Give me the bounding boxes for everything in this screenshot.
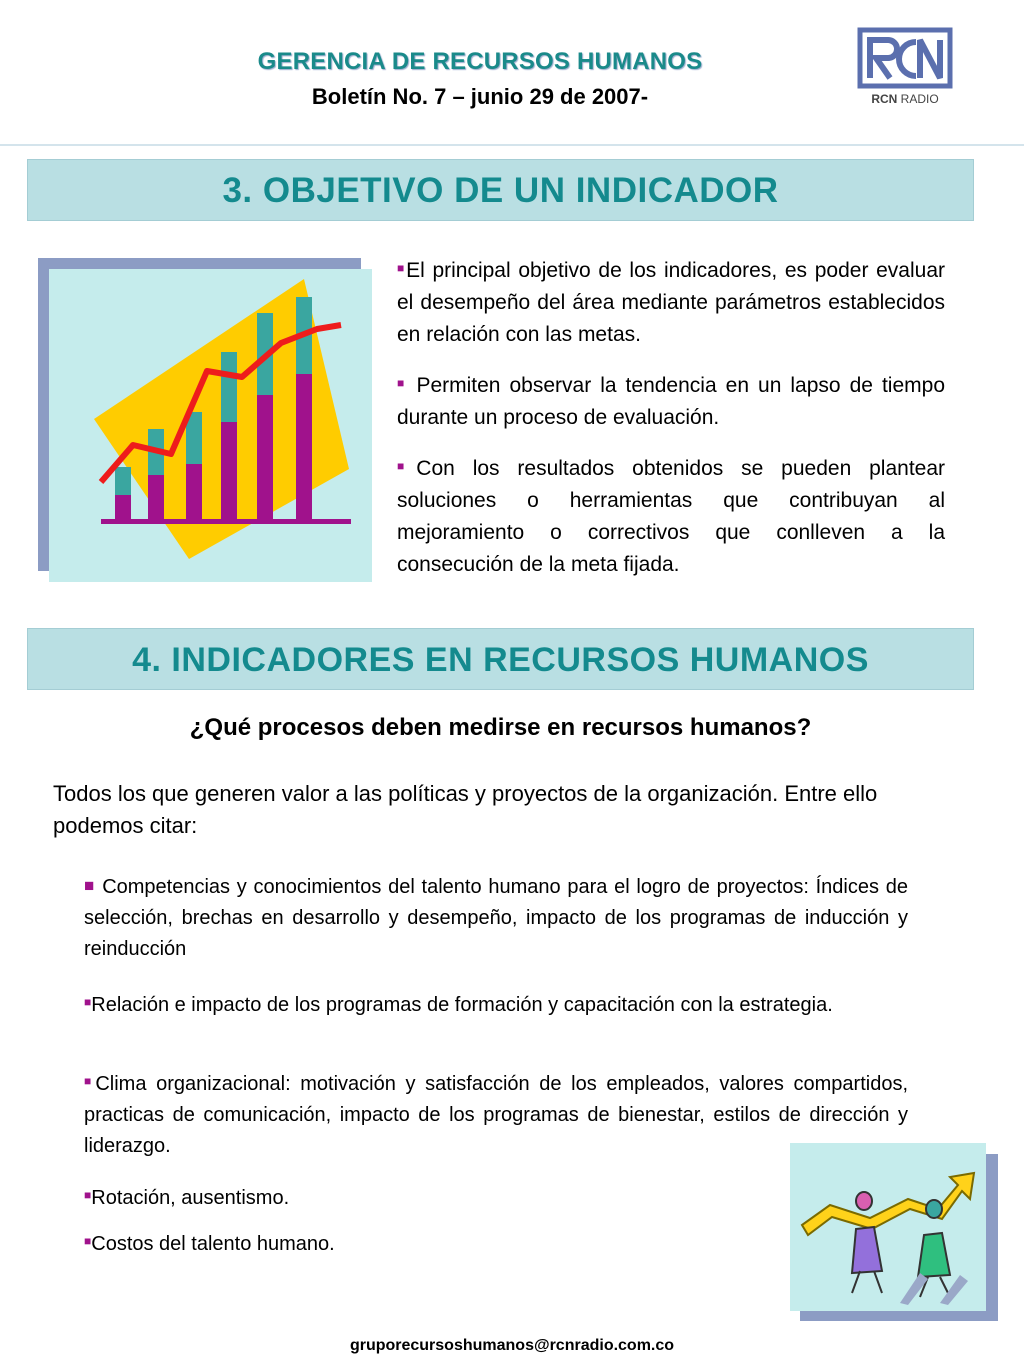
objective-bullet <box>397 252 945 351</box>
objective-bullet <box>397 367 945 434</box>
objective-bullet <box>397 450 945 581</box>
logo-brand: RCN <box>871 92 898 106</box>
bulletin-title: GERENCIA DE RECURSOS HUMANOS <box>257 48 703 75</box>
bar-chart-icon <box>49 269 372 582</box>
section-3-heading: 3. OBJETIVO DE UN INDICADOR <box>27 159 974 221</box>
bullet-square-icon: ■ <box>397 376 408 390</box>
bullet-square-icon: ■ <box>84 1188 92 1202</box>
people-arrow-clipart <box>790 1143 986 1311</box>
contact-email: gruporecursoshumanos@rcnradio.com.co <box>349 1337 675 1354</box>
objective-text <box>397 252 945 597</box>
list-item <box>84 1226 784 1260</box>
list-item-text: Competencias y conocimientos del talento humano para el logro de proyectos: Índices de selección, brechas en desarrollo y desempeño, impacto de los programas de inducción y reinducción <box>84 876 908 960</box>
objective-bullet-text: Con los resultados obtenidos se pueden plantear soluciones o herramientas que contribuyan al mejoramiento o correctivos que conlleven a la consecución de la meta fijada. <box>397 457 946 576</box>
bullet-square-icon: ■ <box>84 995 92 1009</box>
list-item-text: Clima organizacional: motivación y satisfacción de los empleados, valores compartidos, practicas de comunicación, impacto de los programas de bienestar, estilos de dirección y liderazgo. <box>84 1073 909 1157</box>
list-item <box>84 870 908 965</box>
logo-caption <box>856 92 954 106</box>
section-question: ¿Qué procesos deben medirse en recursos humanos? <box>189 714 812 741</box>
list-item-text: Rotación, ausentismo. <box>91 1187 290 1209</box>
list-item <box>84 1066 908 1162</box>
objective-bullet-text: Permiten observar la tendencia en un lapso de tiempo durante un proceso de evaluación. <box>397 374 945 429</box>
objective-bullet-text: El principal objetivo de los indicadores, es poder evaluar el desempeño del área mediante parámetros establecidos en relación con las metas. <box>397 259 945 346</box>
logo-suffix: RADIO <box>900 92 939 106</box>
bullet-square-icon: ■ <box>397 261 407 275</box>
bullet-square-icon: ■ <box>397 459 417 473</box>
bullet-square-icon: ■ <box>84 876 96 895</box>
header-divider <box>0 144 1024 146</box>
list-item <box>84 1180 784 1214</box>
list-item-text: Costos del talento humano. <box>91 1233 335 1255</box>
list-item-text: Relación e impacto de los programas de formación y capacitación con la estrategia. <box>91 994 833 1016</box>
section-4-heading: 4. INDICADORES EN RECURSOS HUMANOS <box>27 628 974 690</box>
list-item <box>84 987 908 1021</box>
section-intro: Todos los que generen valor a las políticas y proyectos de la organización. Entre ello podemos citar: <box>53 781 878 838</box>
bullet-square-icon: ■ <box>84 1234 92 1248</box>
growth-chart-clipart <box>49 269 372 582</box>
bullet-square-icon: ■ <box>84 1074 96 1088</box>
bulletin-subtitle: Boletín No. 7 – junio 29 de 2007- <box>311 84 649 109</box>
rising-arrow-icon <box>790 1143 986 1311</box>
